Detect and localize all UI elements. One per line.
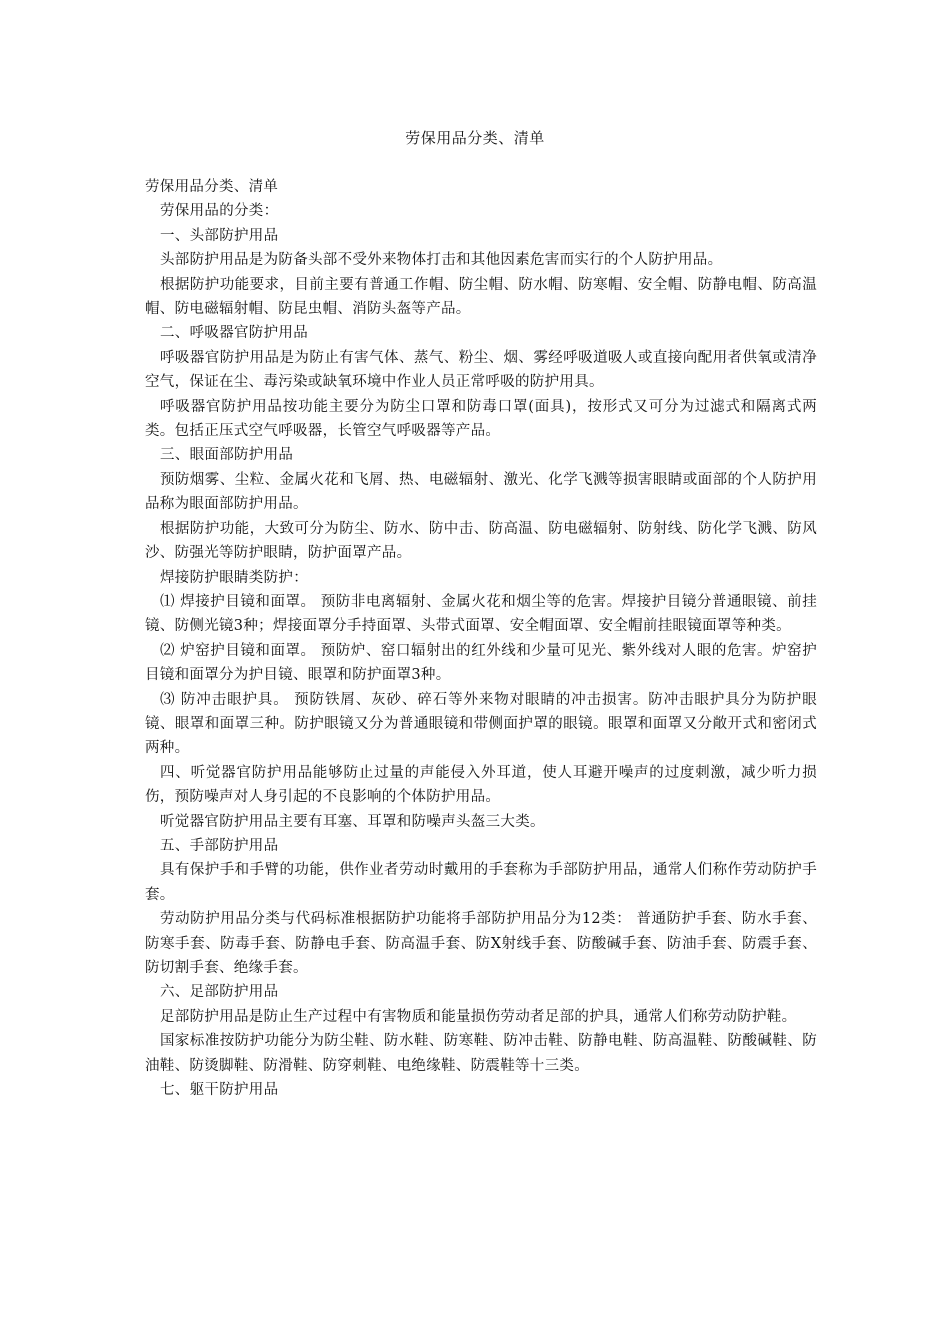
paragraph: 五、手部防护用品: [160, 837, 279, 854]
paragraph: 头部防护用品是为防备头部不受外来物体打击和其他因素危害而实行的个人防护用品。: [160, 252, 723, 269]
paragraph: 具有保护手和手臂的功能，供作业者劳动时戴用的手套称为手部防护用品，通常人们称作劳动防护手套。: [145, 862, 817, 903]
paragraph: 听觉器官防护用品主要有耳塞、耳罩和防噪声头盔三大类。: [160, 813, 545, 830]
paragraph: 根据防护功能要求，目前主要有普通工作帽、防尘帽、防水帽、防寒帽、安全帽、防静电帽、防高温帽、防电磁辐射帽、防昆虫帽、消防头盔等产品。: [145, 276, 817, 318]
paragraph: 呼吸器官防护用品是为防止有害气体、蒸气、粉尘、烟、雾经呼吸道吸人或直接向配用者供氧或清净空气，保证在尘、毒污染或缺氧环境中作业人员正常呼吸的防护用具。: [145, 349, 817, 391]
paragraph: 国家标准按防护功能分为防尘鞋、防水鞋、防寒鞋、防冲击鞋、防静电鞋、防高温鞋、防酸碱鞋、防油鞋、防烫脚鞋、防滑鞋、防穿刺鞋、电绝缘鞋、防震鞋等十三类。: [145, 1033, 817, 1074]
document-body: [145, 175, 817, 1102]
paragraph: 焊接防护眼睛类防护：: [160, 569, 308, 586]
paragraph: 二、呼吸器官防护用品: [160, 325, 308, 342]
paragraph: 劳保用品的分类：: [160, 203, 279, 220]
paragraph: 劳保用品分类、清单: [145, 179, 279, 195]
paragraph: 一、头部防护用品: [160, 227, 279, 244]
document-title: 劳保用品分类、清单: [405, 129, 545, 147]
paragraph: 呼吸器官防护用品按功能主要分为防尘口罩和防毒口罩(面具)，按形式又可分为过滤式和隔离式两类。包括正压式空气呼吸器，长管空气呼吸器等产品。: [145, 398, 817, 440]
paragraph: 根据防护功能，大致可分为防尘、防水、防中击、防高温、防电磁辐射、防射线、防化学飞溅、防风沙、防强光等防护眼睛，防护面罩产品。: [145, 520, 817, 562]
paragraph: 六、足部防护用品: [160, 984, 279, 1001]
paragraph: 劳动防护用品分类与代码标准根据防护功能将手部防护用品分为12类： 普通防护手套、防水手套、防寒手套、防毒手套、防静电手套、防高温手套、防X射线手套、防酸碱手套、防油手套、防震手套、防切割手套、绝缘手套。: [145, 911, 817, 976]
paragraph: 三、眼面部防护用品: [160, 447, 294, 464]
paragraph: 足部防护用品是防止生产过程中有害物质和能量损伤劳动者足部的护具，通常人们称劳动防护鞋。: [160, 1008, 797, 1025]
paragraph: 预防烟雾、尘粒、金属火花和飞屑、热、电磁辐射、激光、化学飞溅等损害眼睛或面部的个人防护用品称为眼面部防护用品。: [145, 471, 817, 513]
paragraph: ⑵ 炉窑护目镜和面罩。 预防炉、窑口辐射出的红外线和少量可见光、紫外线对人眼的危害。炉窑护目镜和面罩分为护目镜、眼罩和防护面罩3种。: [145, 642, 817, 684]
paragraph: ⑴ 焊接护目镜和面罩。 预防非电离辐射、金属火花和烟尘等的危害。焊接护目镜分普通眼镜、前挂镜、防侧光镜3种；焊接面罩分手持面罩、头带式面罩、安全帽面罩、安全帽前挂眼镜面罩等种类。: [145, 593, 817, 635]
paragraph: ⑶ 防冲击眼护具。 预防铁屑、灰砂、碎石等外来物对眼睛的冲击损害。防冲击眼护具分为防护眼镜、眼罩和面罩三种。防护眼镜又分为普通眼镜和带侧面护罩的眼镜。眼罩和面罩又分敞开式和密闭式两种。: [145, 691, 817, 757]
paragraph: 七、躯干防护用品: [160, 1082, 279, 1099]
paragraph: 四、听觉器官防护用品能够防止过量的声能侵入外耳道，使人耳避开噪声的过度刺激，减少听力损伤，预防噪声对人身引起的不良影响的个体防护用品。: [145, 764, 817, 806]
